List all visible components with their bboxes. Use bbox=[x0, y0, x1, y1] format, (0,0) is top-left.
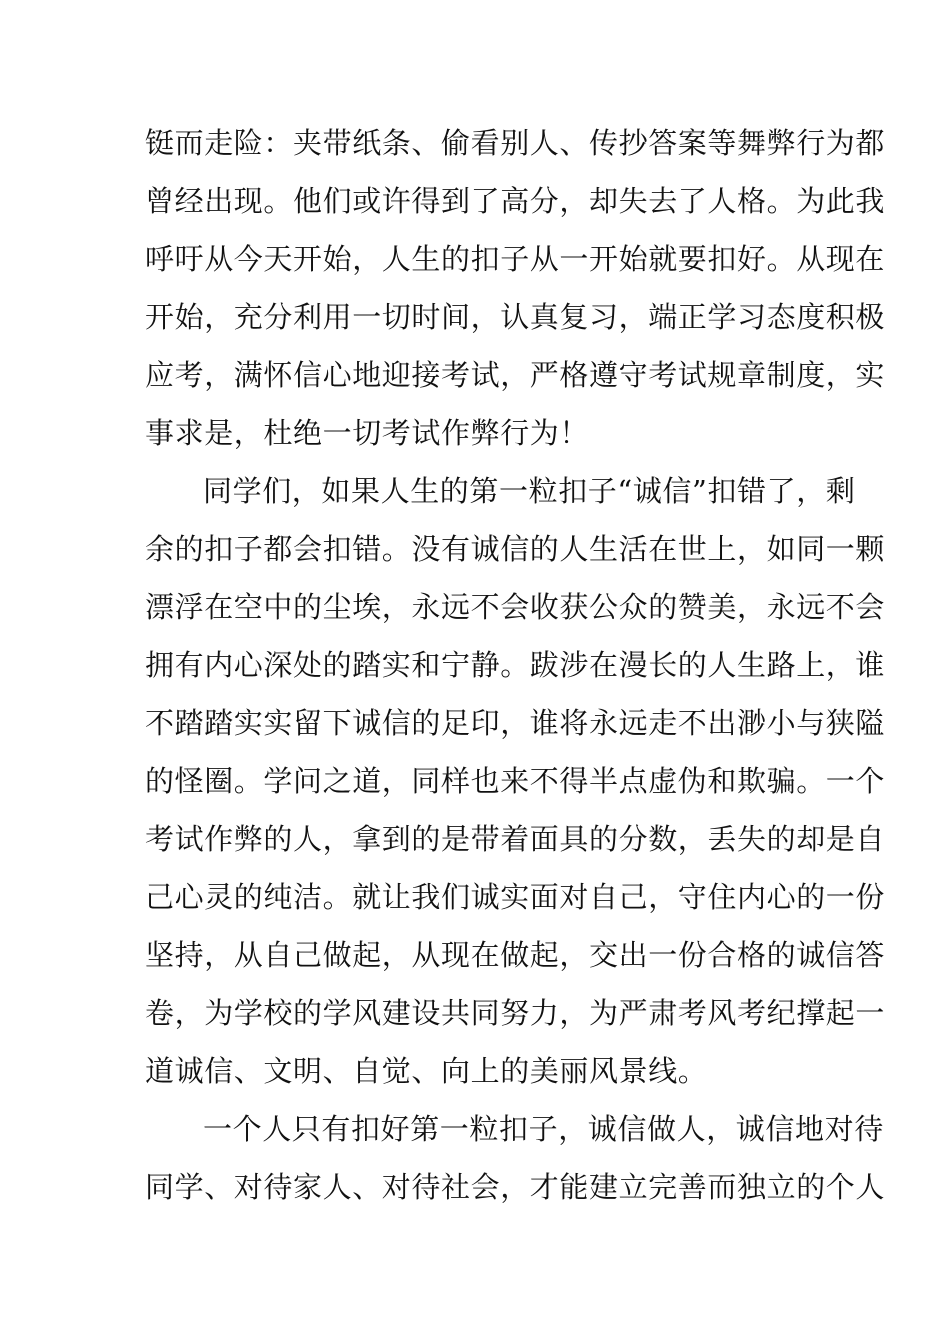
text-line: 曾经出现。他们或许得到了高分，却失去了人格。为此我 bbox=[145, 184, 886, 218]
text-line: 坚持，从自己做起，从现在做起，交出一份合格的诚信答 bbox=[145, 938, 886, 972]
text-line: 拥有内心深处的踏实和宁静。跋涉在漫长的人生路上，谁 bbox=[145, 648, 886, 682]
text-line: 铤而走险：夹带纸条、偷看别人、传抄答案等舞弊行为都 bbox=[145, 126, 886, 160]
text-line: 考试作弊的人，拿到的是带着面具的分数，丢失的却是自 bbox=[145, 822, 886, 856]
text-line: 事求是，杜绝一切考试作弊行为！ bbox=[145, 416, 590, 450]
text-line: 道诚信、文明、自觉、向上的美丽风景线。 bbox=[145, 1054, 708, 1088]
text-line: 的怪圈。学问之道，同样也来不得半点虚伪和欺骗。一个 bbox=[145, 764, 886, 798]
text-line: 一个人只有扣好第一粒扣子，诚信做人，诚信地对待 bbox=[203, 1112, 884, 1146]
text-line: 呼吁从今天开始，人生的扣子从一开始就要扣好。从现在 bbox=[145, 242, 886, 276]
text-line: 同学们，如果人生的第一粒扣子“诚信”扣错了，剩 bbox=[203, 474, 856, 508]
text-line: 余的扣子都会扣错。没有诚信的人生活在世上，如同一颗 bbox=[145, 532, 886, 566]
text-line: 漂浮在空中的尘埃，永远不会收获公众的赞美，永远不会 bbox=[145, 590, 886, 624]
text-line: 己心灵的纯洁。就让我们诚实面对自己，守住内心的一份 bbox=[145, 880, 886, 914]
text-line: 同学、对待家人、对待社会，才能建立完善而独立的个人 bbox=[145, 1170, 886, 1204]
text-line: 开始，充分利用一切时间，认真复习，端正学习态度积极 bbox=[145, 300, 886, 334]
text-line: 应考，满怀信心地迎接考试，严格遵守考试规章制度，实 bbox=[145, 358, 886, 392]
text-line: 不踏踏实实留下诚信的足印，谁将永远走不出渺小与狭隘 bbox=[145, 706, 886, 740]
text-line: 卷，为学校的学风建设共同努力，为严肃考风考纪撑起一 bbox=[145, 996, 886, 1030]
